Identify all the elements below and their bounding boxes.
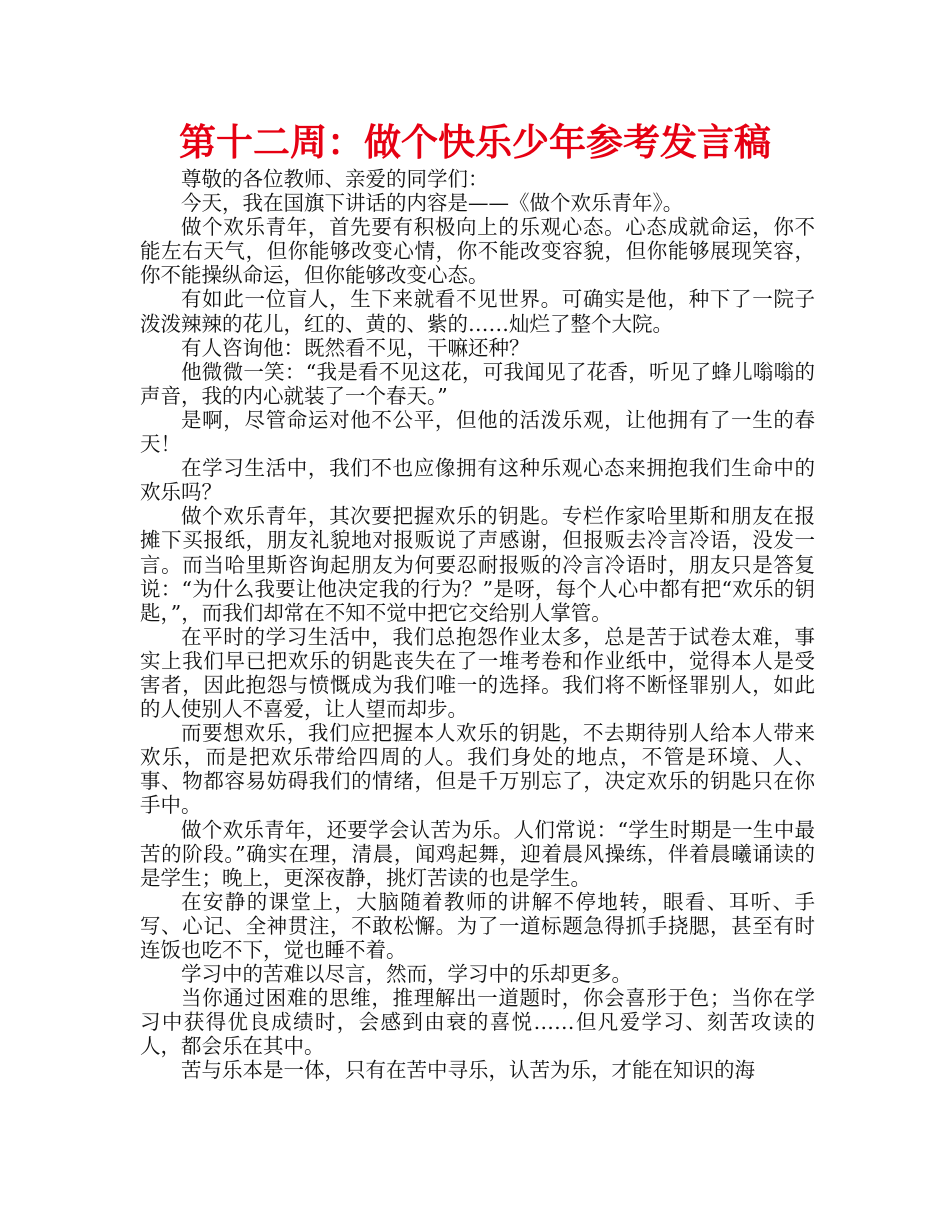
paragraph: 在安静的课堂上，大脑随着教师的讲解不停地转，眼看、耳听、手写、心记、全神贯注，不敢松懈。为了一道标题急得抓手挠腮，甚至有时连饭也吃不下，觉也睡不着。 — [140, 889, 815, 962]
paragraph: 有如此一位盲人，生下来就看不见世界。可确实是他，种下了一院子泼泼辣辣的花儿，红的、黄的、紫的……灿烂了整个大院。 — [140, 287, 815, 336]
paragraph: 在学习生活中，我们不也应像拥有这种乐观心态来拥抱我们生命中的欢乐吗？ — [140, 456, 815, 505]
salutation: 尊敬的各位教师、亲爱的同学们： — [181, 167, 489, 191]
paragraph: 学习中的苦难以尽言，然而，学习中的乐却更多。 — [181, 962, 632, 987]
paragraph: 他微微一笑：“我是看不见这花，可我闻见了花香，听见了蜂儿嗡嗡的声音，我的内心就装了一个春天。” — [140, 359, 815, 408]
paragraph: 做个欢乐青年，首先要有积极向上的乐观心态。心态成就命运，你不能左右天气，但你能够改变心情，你不能改变容貌，但你能够展现笑容，你不能操纵命运，但你能够改变心态。 — [140, 215, 815, 288]
paragraph: 当你通过困难的思维，推理解出一道题时，你会喜形于色；当你在学习中获得优良成绩时，会感到由衰的喜悦……但凡爱学习、刻苦攻读的人，都会乐在其中。 — [140, 986, 815, 1059]
paragraph: 在平时的学习生活中，我们总抱怨作业太多，总是苦于试卷太难，事实上我们早已把欢乐的钥匙丧失在了一堆考卷和作业纸中，觉得本人是受害者，因此抱怨与愤慨成为我们唯一的选择。我们将不断怪罪别人，如此的人使别人不喜爱，让人望而却步。 — [140, 624, 815, 722]
paragraph: 做个欢乐青年，还要学会认苦为乐。人们常说：“学生时期是一生中最苦的阶段。”确实在理，清晨，闻鸡起舞，迎着晨风操练，伴着晨曦诵读的是学生；晚上，更深夜静，挑灯苦读的也是学生。 — [140, 817, 815, 890]
document-body — [140, 167, 815, 1083]
paragraph: 有人咨询他：既然看不见，干嘛还种？ — [181, 335, 530, 360]
paragraph: 是啊，尽管命运对他不公平，但他的活泼乐观，让他拥有了一生的春天！ — [140, 407, 815, 457]
document-title: 第十二周：做个快乐少年参考发言稿 — [179, 121, 771, 164]
paragraph: 今天，我在国旗下讲话的内容是——《做个欢乐青年》。 — [181, 191, 684, 216]
paragraph: 而要想欢乐，我们应把握本人欢乐的钥匙，不去期待别人给本人带来欢乐，而是把欢乐带给四周的人。我们身处的地点，不管是环境、人、事、物都容易妨碍我们的情绪，但是千万别忘了，决定欢乐的钥匙只在你手中。 — [140, 721, 815, 818]
paragraph: 苦与乐本是一体，只有在苦中寻乐，认苦为乐，才能在知识的海 — [181, 1058, 755, 1083]
paragraph: 做个欢乐青年，其次要把握欢乐的钥匙。专栏作家哈里斯和朋友在报摊下买报纸，朋友礼貌地对报贩说了声感谢，但报贩去冷言冷语，没发一言。而当哈里斯咨询起朋友为何要忍耐报贩的冷言冷语时，朋友只是答复说：“为什么我要让他决定我的行为？”是呀，每个人心中都有把“欢乐的钥匙，”，而我们却常在不知不觉中把它交给别人掌管。 — [140, 504, 815, 625]
